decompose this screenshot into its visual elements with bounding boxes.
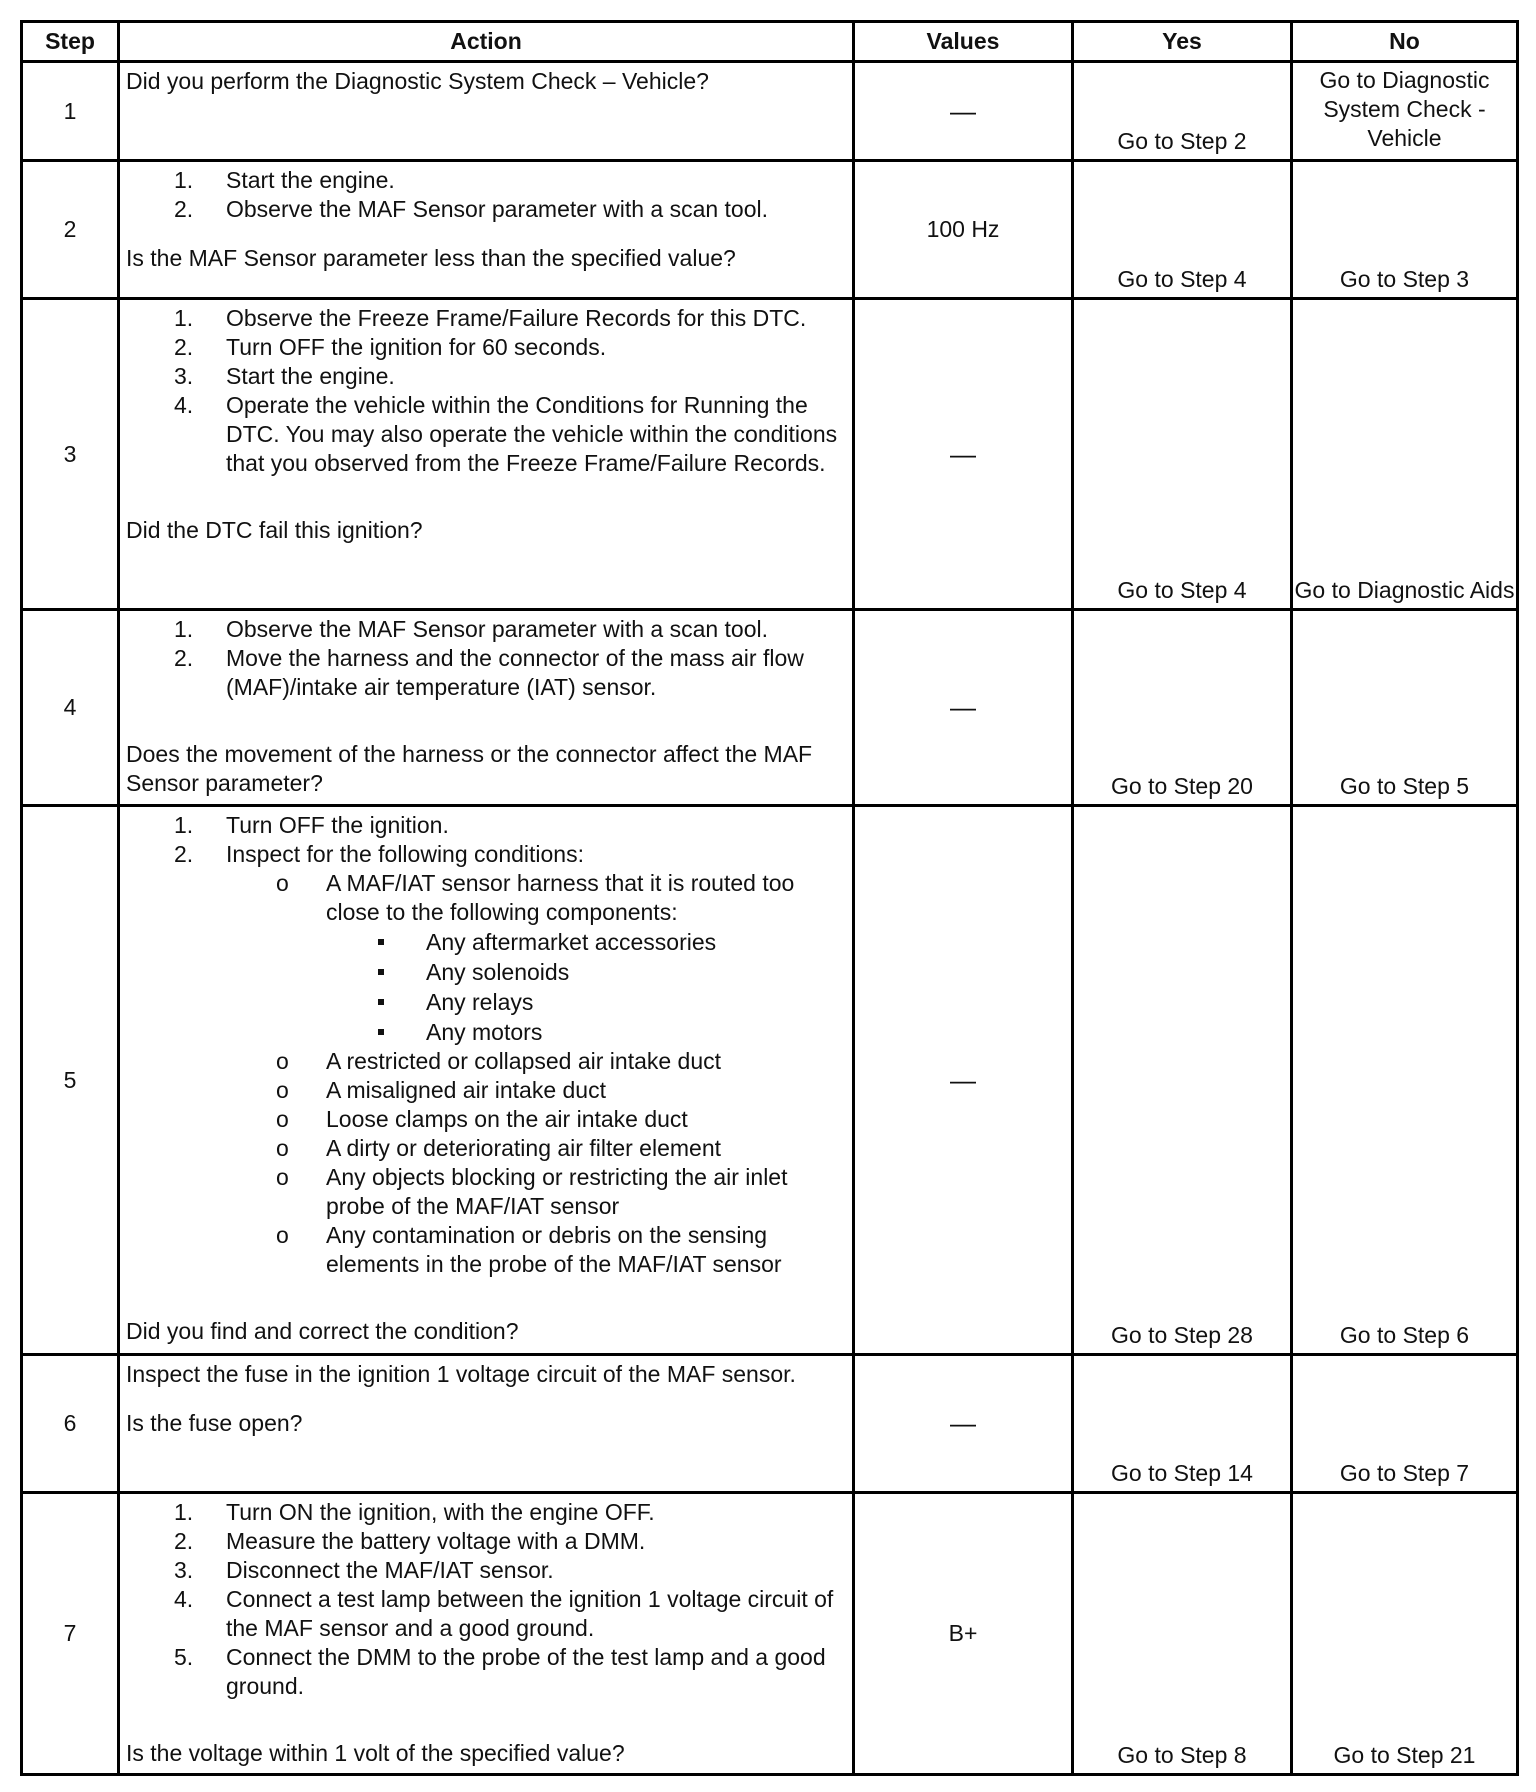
step-text: Observe the MAF Sensor parameter with a scan tool. — [226, 196, 769, 222]
value-cell: — — [854, 1355, 1073, 1493]
action-cell — [119, 62, 854, 161]
condition-text: A misaligned air intake duct — [326, 1077, 606, 1103]
condition-item — [226, 1163, 846, 1221]
condition-text: A dirty or deteriorating air filter element — [326, 1135, 722, 1161]
step-index: 1. — [174, 1499, 194, 1525]
step-text: Turn OFF the ignition. — [226, 812, 449, 838]
step-index: 1. — [174, 812, 194, 838]
step-index: 2. — [174, 1528, 194, 1554]
no-cell: Go to Step 5 — [1292, 610, 1518, 806]
component-text: Any relays — [426, 989, 534, 1015]
circle-bullet: o — [276, 1135, 289, 1161]
step-index: 3. — [174, 1557, 194, 1583]
condition-item — [226, 1221, 846, 1279]
action-step — [126, 333, 846, 362]
step-index: 1. — [174, 167, 194, 193]
table-row — [22, 161, 1518, 299]
action-step — [126, 304, 846, 333]
action-steps — [126, 304, 846, 478]
yes-cell: Go to Step 4 — [1073, 299, 1292, 610]
action-question: Is the voltage within 1 volt of the specified value? — [126, 1740, 625, 1766]
header-row — [22, 22, 1518, 62]
step-text: Measure the battery voltage with a DMM. — [226, 1528, 646, 1554]
no-cell: Go to Step 7 — [1292, 1355, 1518, 1493]
circle-bullet: o — [276, 1048, 289, 1074]
header-action: Action — [119, 22, 854, 62]
circle-bullet: o — [276, 1106, 289, 1132]
component-item — [326, 927, 846, 957]
table-row — [22, 610, 1518, 806]
action-cell — [119, 299, 854, 610]
header-yes: Yes — [1073, 22, 1292, 62]
diagnostic-table — [20, 20, 1519, 1776]
condition-list — [226, 869, 846, 1279]
action-step — [126, 644, 846, 702]
condition-item — [226, 1105, 846, 1134]
step-text: Start the engine. — [226, 363, 395, 389]
action-steps — [126, 615, 846, 702]
no-cell: Go to Step 21 — [1292, 1493, 1518, 1775]
step-index: 3. — [174, 363, 194, 389]
action-step — [126, 391, 846, 478]
action-step — [126, 615, 846, 644]
condition-text: Loose clamps on the air intake duct — [326, 1106, 688, 1132]
step-text: Turn ON the ignition, with the engine OFF. — [226, 1499, 655, 1525]
step-index: 1. — [174, 616, 194, 642]
yes-cell: Go to Step 8 — [1073, 1493, 1292, 1775]
header-step: Step — [22, 22, 119, 62]
step-index: 4. — [174, 392, 194, 418]
square-bullet — [378, 999, 384, 1005]
step-index: 2. — [174, 645, 194, 671]
action-cell — [119, 610, 854, 806]
condition-text: A MAF/IAT sensor harness that it is routed too close to the following components: — [326, 870, 795, 925]
value-cell: — — [854, 62, 1073, 161]
action-question: Did you find and correct the condition? — [126, 1318, 519, 1344]
condition-text: Any contamination or debris on the sensing elements in the probe of the MAF/IAT sensor — [326, 1222, 782, 1277]
step-number: 2 — [22, 161, 119, 299]
action-question: Does the movement of the harness or the connector affect the MAF Sensor parameter? — [126, 741, 813, 796]
step-text: Connect a test lamp between the ignition 1 voltage circuit of the MAF sensor and a good ground. — [226, 1586, 834, 1641]
yes-cell: Go to Step 2 — [1073, 62, 1292, 161]
value-cell: B+ — [854, 1493, 1073, 1775]
condition-text: A restricted or collapsed air intake duct — [326, 1048, 722, 1074]
action-steps — [126, 811, 846, 1279]
table-row — [22, 299, 1518, 610]
component-text: Any solenoids — [426, 959, 570, 985]
condition-item — [226, 1047, 846, 1076]
component-list — [326, 927, 846, 1047]
step-text: Start the engine. — [226, 167, 395, 193]
step-text: Disconnect the MAF/IAT sensor. — [226, 1557, 554, 1583]
no-cell: Go to Step 6 — [1292, 806, 1518, 1355]
value-cell: — — [854, 299, 1073, 610]
action-question: Is the MAF Sensor parameter less than the specified value? — [126, 245, 736, 271]
action-step — [126, 195, 846, 224]
action-step — [126, 1556, 846, 1585]
action-text: Did you perform the Diagnostic System Check – Vehicle? — [126, 68, 709, 94]
step-index: 1. — [174, 305, 194, 331]
no-cell: Go to Diagnostic Aids — [1292, 299, 1518, 610]
square-bullet — [378, 1029, 384, 1035]
header-values: Values — [854, 22, 1073, 62]
step-index: 2. — [174, 334, 194, 360]
condition-item — [226, 1076, 846, 1105]
action-step — [126, 1527, 846, 1556]
value-cell: — — [854, 610, 1073, 806]
action-step — [126, 1498, 846, 1527]
step-number: 4 — [22, 610, 119, 806]
step-index: 2. — [174, 841, 194, 867]
no-cell: Go to Step 3 — [1292, 161, 1518, 299]
table-row — [22, 1493, 1518, 1775]
component-text: Any aftermarket accessories — [426, 929, 717, 955]
header-no: No — [1292, 22, 1518, 62]
step-text: Move the harness and the connector of the mass air flow (MAF)/intake air temperature (IAT) sensor. — [226, 645, 804, 700]
circle-bullet: o — [276, 1222, 289, 1248]
condition-item — [226, 869, 846, 1047]
step-number: 5 — [22, 806, 119, 1355]
action-step — [126, 840, 846, 1279]
component-item — [326, 1017, 846, 1047]
table-row — [22, 62, 1518, 161]
action-cell — [119, 1355, 854, 1493]
step-text: Observe the Freeze Frame/Failure Records for this DTC. — [226, 305, 807, 331]
step-index: 4. — [174, 1586, 194, 1612]
action-step — [126, 1585, 846, 1643]
value-cell: — — [854, 806, 1073, 1355]
action-step — [126, 362, 846, 391]
no-cell: Go to Diagnostic System Check - Vehicle — [1292, 62, 1518, 161]
component-text: Any motors — [426, 1019, 543, 1045]
action-step — [126, 811, 846, 840]
action-question: Is the fuse open? — [126, 1410, 303, 1436]
square-bullet — [378, 969, 384, 975]
diagnostic-table-document — [20, 20, 1516, 1776]
action-text: Inspect the fuse in the ignition 1 voltage circuit of the MAF sensor. — [126, 1361, 796, 1387]
component-item — [326, 987, 846, 1017]
yes-cell: Go to Step 28 — [1073, 806, 1292, 1355]
value-cell: 100 Hz — [854, 161, 1073, 299]
step-number: 6 — [22, 1355, 119, 1493]
action-question: Did the DTC fail this ignition? — [126, 517, 423, 543]
condition-text: Any objects blocking or restricting the air inlet probe of the MAF/IAT sensor — [326, 1164, 788, 1219]
action-cell — [119, 161, 854, 299]
action-cell — [119, 1493, 854, 1775]
circle-bullet: o — [276, 1077, 289, 1103]
action-step — [126, 166, 846, 195]
step-index: 5. — [174, 1644, 194, 1670]
step-text: Connect the DMM to the probe of the test lamp and a good ground. — [226, 1644, 826, 1699]
yes-cell: Go to Step 14 — [1073, 1355, 1292, 1493]
component-item — [326, 957, 846, 987]
condition-item — [226, 1134, 846, 1163]
step-index: 2. — [174, 196, 194, 222]
step-text: Turn OFF the ignition for 60 seconds. — [226, 334, 607, 360]
square-bullet — [378, 939, 384, 945]
action-step — [126, 1643, 846, 1701]
yes-cell: Go to Step 20 — [1073, 610, 1292, 806]
action-steps — [126, 166, 846, 224]
step-number: 1 — [22, 62, 119, 161]
action-steps — [126, 1498, 846, 1701]
step-text: Inspect for the following conditions: — [226, 841, 584, 867]
step-text: Observe the MAF Sensor parameter with a scan tool. — [226, 616, 769, 642]
circle-bullet: o — [276, 1164, 289, 1190]
step-number: 7 — [22, 1493, 119, 1775]
table-row — [22, 806, 1518, 1355]
step-number: 3 — [22, 299, 119, 610]
action-cell — [119, 806, 854, 1355]
table-row — [22, 1355, 1518, 1493]
circle-bullet: o — [276, 870, 289, 896]
step-text: Operate the vehicle within the Conditions for Running the DTC. You may also operate the vehicle within the conditions that you observed from the Freeze Frame/Failure Records. — [226, 392, 838, 476]
yes-cell: Go to Step 4 — [1073, 161, 1292, 299]
